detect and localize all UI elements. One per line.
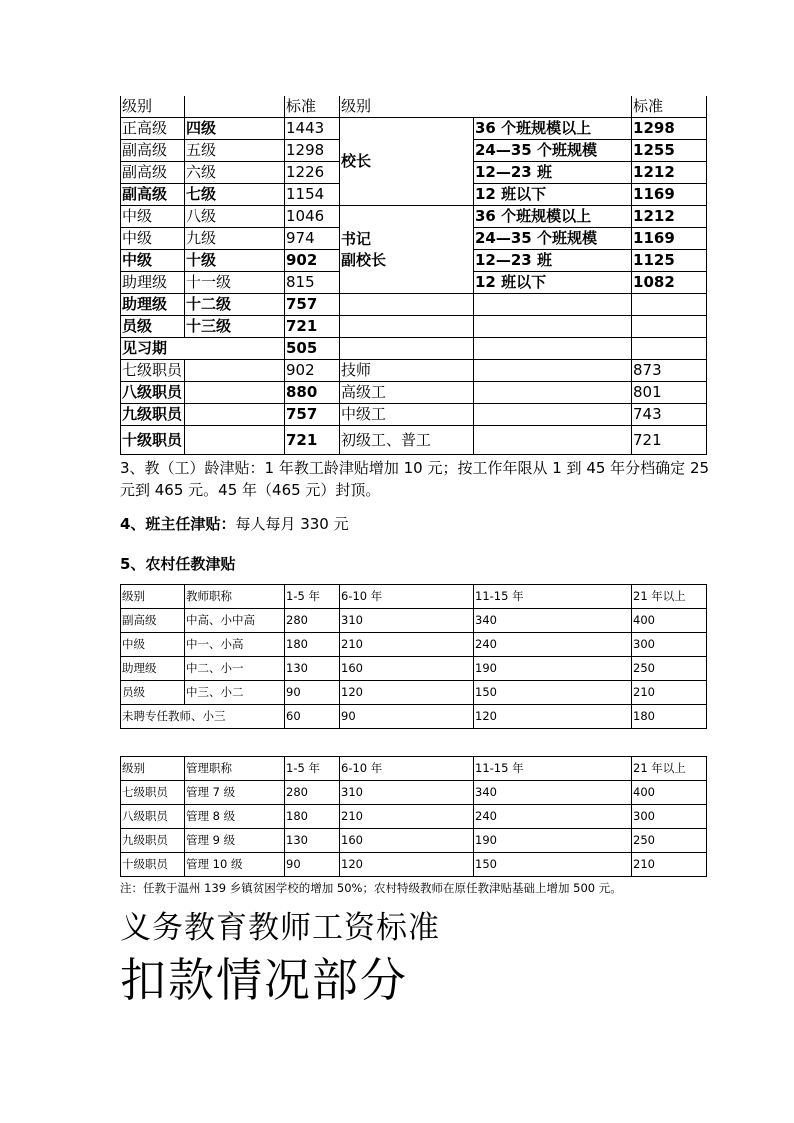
grade-cell: 十一级 bbox=[185, 272, 285, 294]
table-cell: 210 bbox=[632, 681, 707, 705]
standard-cell: 1298 bbox=[632, 118, 707, 140]
table-cell: 400 bbox=[632, 609, 707, 633]
school-scale-cell: 12 班以下 bbox=[474, 272, 632, 294]
table-row bbox=[121, 206, 707, 228]
table-row bbox=[121, 426, 707, 455]
table-row bbox=[121, 681, 707, 705]
standard-cell: 505 bbox=[285, 338, 340, 360]
header-cell: 标准 bbox=[632, 96, 707, 118]
table-cell: 210 bbox=[340, 805, 474, 829]
secretary-label: 书记 bbox=[341, 229, 372, 248]
empty-cell bbox=[474, 294, 632, 316]
table-cell: 90 bbox=[285, 681, 340, 705]
standard-cell: 1212 bbox=[632, 206, 707, 228]
table-header-row bbox=[121, 585, 707, 609]
table-cell: 员级 bbox=[121, 681, 185, 705]
rank-cell: 中级 bbox=[121, 228, 185, 250]
rural-allowance-title: 5、农村任教津贴 bbox=[120, 555, 236, 573]
standard-cell: 721 bbox=[632, 426, 707, 455]
rank-cell: 九级职员 bbox=[121, 404, 185, 426]
rank-cell: 助理级 bbox=[121, 294, 185, 316]
table-cell: 190 bbox=[474, 657, 632, 681]
school-scale-cell: 24—35 个班规模 bbox=[474, 228, 632, 250]
header-cell: 标准 bbox=[285, 96, 340, 118]
footnote: 注：任教于温州 139 乡镇贫困学校的增加 50%；农村特级教师在原任教津贴基础上增加 500 元。 bbox=[120, 881, 622, 895]
grade-cell: 八级 bbox=[185, 206, 285, 228]
empty-cell bbox=[340, 338, 474, 360]
header-cell: 1-5 年 bbox=[285, 585, 340, 609]
table-cell: 180 bbox=[285, 633, 340, 657]
standard-cell: 757 bbox=[285, 294, 340, 316]
standard-cell: 721 bbox=[285, 426, 340, 455]
class-teacher-allowance-paragraph bbox=[120, 513, 710, 535]
table-cell: 管理 10 级 bbox=[185, 853, 285, 877]
section-heading-salary-standard: 义务教育教师工资标准 bbox=[120, 910, 440, 946]
rank-cell: 八级职员 bbox=[121, 382, 185, 404]
empty-cell bbox=[632, 316, 707, 338]
table-cell: 90 bbox=[340, 705, 474, 729]
grade-cell bbox=[185, 360, 285, 382]
table-cell: 400 bbox=[632, 781, 707, 805]
table-cell: 中三、小二 bbox=[185, 681, 285, 705]
table-header-row bbox=[121, 757, 707, 781]
table-cell: 210 bbox=[340, 633, 474, 657]
table-row bbox=[121, 781, 707, 805]
standard-cell: 1226 bbox=[285, 162, 340, 184]
school-scale-cell: 36 个班规模以上 bbox=[474, 118, 632, 140]
grade-cell: 六级 bbox=[185, 162, 285, 184]
empty-cell bbox=[474, 426, 632, 455]
grade-cell: 十二级 bbox=[185, 294, 285, 316]
grade-cell: 十级 bbox=[185, 250, 285, 272]
table-cell: 180 bbox=[632, 705, 707, 729]
table-cell: 210 bbox=[632, 853, 707, 877]
standard-cell: 721 bbox=[285, 316, 340, 338]
table-cell: 130 bbox=[285, 829, 340, 853]
school-scale-cell: 12 班以下 bbox=[474, 184, 632, 206]
header-cell: 管理职称 bbox=[185, 757, 285, 781]
table-row bbox=[121, 404, 707, 426]
empty-cell bbox=[474, 316, 632, 338]
rural-staff-allowance-table bbox=[120, 756, 707, 877]
table-cell: 八级职员 bbox=[121, 805, 185, 829]
standard-cell: 974 bbox=[285, 228, 340, 250]
rank-cell: 七级职员 bbox=[121, 360, 185, 382]
empty-cell bbox=[474, 338, 632, 360]
table-cell: 管理 8 级 bbox=[185, 805, 285, 829]
standard-cell: 873 bbox=[632, 360, 707, 382]
table-cell: 340 bbox=[474, 781, 632, 805]
table-cell: 中二、小一 bbox=[185, 657, 285, 681]
empty-cell bbox=[474, 404, 632, 426]
table-header-row bbox=[121, 96, 707, 118]
rank-cell: 正高级 bbox=[121, 118, 185, 140]
grade-cell bbox=[185, 382, 285, 404]
empty-cell bbox=[474, 382, 632, 404]
table-cell: 中高、小中高 bbox=[185, 609, 285, 633]
rank-cell: 十级职员 bbox=[121, 426, 185, 455]
grade-cell bbox=[185, 404, 285, 426]
standard-cell: 1443 bbox=[285, 118, 340, 140]
table-row bbox=[121, 705, 707, 729]
standard-cell: 902 bbox=[285, 360, 340, 382]
table-cell: 管理 9 级 bbox=[185, 829, 285, 853]
rank-cell: 副高级 bbox=[121, 184, 185, 206]
header-cell: 1-5 年 bbox=[285, 757, 340, 781]
section-heading-deductions: 扣款情况部分 bbox=[120, 953, 408, 1007]
grade-cell: 四级 bbox=[185, 118, 285, 140]
table-row bbox=[121, 829, 707, 853]
table-cell: 中一、小高 bbox=[185, 633, 285, 657]
school-scale-cell: 12—23 班 bbox=[474, 162, 632, 184]
standard-cell: 801 bbox=[632, 382, 707, 404]
empty-cell bbox=[474, 360, 632, 382]
table-row bbox=[121, 382, 707, 404]
table-cell: 未聘专任教师、小三 bbox=[121, 705, 285, 729]
table-row bbox=[121, 805, 707, 829]
table-cell: 副高级 bbox=[121, 609, 185, 633]
table-cell: 240 bbox=[474, 805, 632, 829]
header-cell: 21 年以上 bbox=[632, 757, 707, 781]
standard-cell: 743 bbox=[632, 404, 707, 426]
standard-cell: 1082 bbox=[632, 272, 707, 294]
table-cell: 340 bbox=[474, 609, 632, 633]
header-cell bbox=[185, 96, 285, 118]
header-cell: 6-10 年 bbox=[340, 757, 474, 781]
table-cell: 190 bbox=[474, 829, 632, 853]
table-cell: 120 bbox=[474, 705, 632, 729]
header-cell: 级别 bbox=[340, 96, 632, 118]
rank-cell: 见习期 bbox=[121, 338, 285, 360]
standard-cell: 1212 bbox=[632, 162, 707, 184]
school-scale-cell: 36 个班规模以上 bbox=[474, 206, 632, 228]
standard-cell: 880 bbox=[285, 382, 340, 404]
table-cell: 300 bbox=[632, 805, 707, 829]
table-cell: 280 bbox=[285, 609, 340, 633]
worker-rank-cell: 中级工 bbox=[340, 404, 474, 426]
header-cell: 级别 bbox=[121, 757, 185, 781]
table-row bbox=[121, 316, 707, 338]
rank-cell: 助理级 bbox=[121, 272, 185, 294]
table-cell: 250 bbox=[632, 657, 707, 681]
worker-rank-cell: 初级工、普工 bbox=[340, 426, 474, 455]
rank-cell: 中级 bbox=[121, 250, 185, 272]
table-row bbox=[121, 633, 707, 657]
grade-cell: 十三级 bbox=[185, 316, 285, 338]
grade-cell: 七级 bbox=[185, 184, 285, 206]
rural-teacher-allowance-table bbox=[120, 584, 707, 729]
table-cell: 90 bbox=[285, 853, 340, 877]
header-cell: 21 年以上 bbox=[632, 585, 707, 609]
table-cell: 十级职员 bbox=[121, 853, 185, 877]
header-cell: 级别 bbox=[121, 96, 185, 118]
standard-cell: 1298 bbox=[285, 140, 340, 162]
table-cell: 310 bbox=[340, 781, 474, 805]
table-row bbox=[121, 853, 707, 877]
school-scale-cell: 24—35 个班规模 bbox=[474, 140, 632, 162]
standard-cell: 1046 bbox=[285, 206, 340, 228]
table-cell: 150 bbox=[474, 681, 632, 705]
standard-cell: 815 bbox=[285, 272, 340, 294]
standard-cell: 1125 bbox=[632, 250, 707, 272]
table-cell: 中级 bbox=[121, 633, 185, 657]
table-cell: 130 bbox=[285, 657, 340, 681]
table-cell: 280 bbox=[285, 781, 340, 805]
table-cell: 150 bbox=[474, 853, 632, 877]
header-cell: 11-15 年 bbox=[474, 585, 632, 609]
table-cell: 助理级 bbox=[121, 657, 185, 681]
table-cell: 七级职员 bbox=[121, 781, 185, 805]
table-cell: 250 bbox=[632, 829, 707, 853]
vice-principal-label-cell bbox=[340, 206, 474, 294]
vice-principal-label: 副校长 bbox=[341, 250, 387, 269]
table-cell: 240 bbox=[474, 633, 632, 657]
salary-standard-table bbox=[120, 96, 707, 455]
grade-cell: 九级 bbox=[185, 228, 285, 250]
class-teacher-allowance-text: 每人每月 330 元 bbox=[235, 515, 349, 533]
standard-cell: 757 bbox=[285, 404, 340, 426]
table-cell: 160 bbox=[340, 829, 474, 853]
table-row bbox=[121, 338, 707, 360]
header-cell: 级别 bbox=[121, 585, 185, 609]
standard-cell: 1255 bbox=[632, 140, 707, 162]
worker-rank-cell: 高级工 bbox=[340, 382, 474, 404]
grade-cell: 五级 bbox=[185, 140, 285, 162]
school-scale-cell: 12—23 班 bbox=[474, 250, 632, 272]
seniority-allowance-paragraph: 3、教（工）龄津贴：1 年教工龄津贴增加 10 元；按工作年限从 1 到 45 年分档确定 25 元到 465 元。45 年（465 元）封顶。 bbox=[120, 459, 710, 499]
table-row bbox=[121, 609, 707, 633]
rank-cell: 副高级 bbox=[121, 162, 185, 184]
header-cell: 教师职称 bbox=[185, 585, 285, 609]
principal-label-cell: 校长 bbox=[340, 118, 474, 206]
table-cell: 60 bbox=[285, 705, 340, 729]
table-cell: 300 bbox=[632, 633, 707, 657]
rank-cell: 副高级 bbox=[121, 140, 185, 162]
grade-cell bbox=[185, 426, 285, 455]
standard-cell: 902 bbox=[285, 250, 340, 272]
table-cell: 管理 7 级 bbox=[185, 781, 285, 805]
header-cell: 11-15 年 bbox=[474, 757, 632, 781]
class-teacher-allowance-title: 4、班主任津贴： bbox=[120, 515, 236, 533]
rank-cell: 中级 bbox=[121, 206, 185, 228]
empty-cell bbox=[340, 294, 474, 316]
table-row bbox=[121, 360, 707, 382]
table-cell: 160 bbox=[340, 657, 474, 681]
table-row bbox=[121, 657, 707, 681]
table-cell: 120 bbox=[340, 853, 474, 877]
empty-cell bbox=[340, 316, 474, 338]
worker-rank-cell: 技师 bbox=[340, 360, 474, 382]
empty-cell bbox=[632, 338, 707, 360]
empty-cell bbox=[632, 294, 707, 316]
rank-cell: 员级 bbox=[121, 316, 185, 338]
table-cell: 120 bbox=[340, 681, 474, 705]
standard-cell: 1169 bbox=[632, 228, 707, 250]
header-cell: 6-10 年 bbox=[340, 585, 474, 609]
table-cell: 九级职员 bbox=[121, 829, 185, 853]
table-row bbox=[121, 118, 707, 140]
table-cell: 310 bbox=[340, 609, 474, 633]
table-row bbox=[121, 294, 707, 316]
standard-cell: 1169 bbox=[632, 184, 707, 206]
standard-cell: 1154 bbox=[285, 184, 340, 206]
table-cell: 180 bbox=[285, 805, 340, 829]
